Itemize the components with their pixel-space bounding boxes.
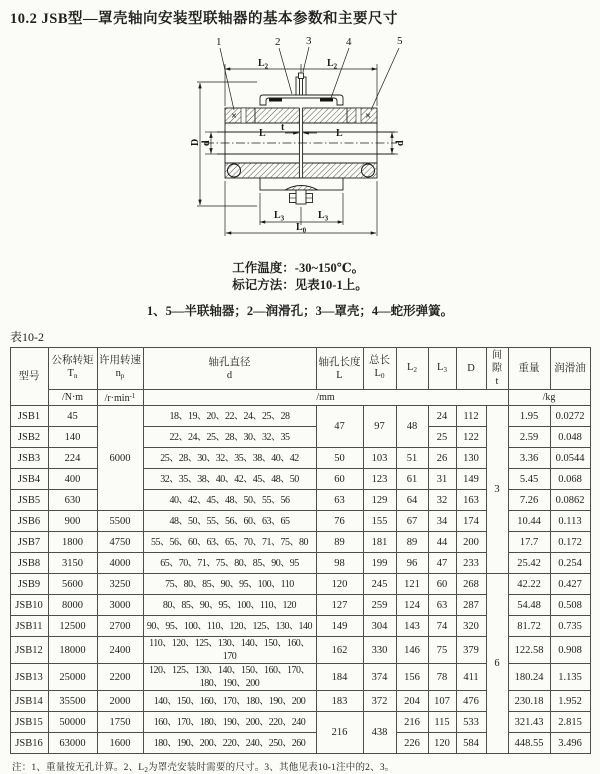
cell-oil: 1.952 [550,691,590,712]
cell-d: 65、70、71、75、80、85、90、95 [143,553,316,574]
cell-model: JSB5 [10,490,48,511]
cell-torque: 5600 [48,574,97,595]
figure-legend: 1、5—半联轴器；2—润滑孔；3—罩壳；4—蛇形弹簧。 [146,304,454,318]
cell-d: 110、120、125、130、140、150、160、170 [143,637,316,664]
cell-oil: 0.172 [550,532,590,553]
callout-1: 1 [216,36,222,48]
figure-notes [0,260,600,294]
coupling-drawing [135,30,465,260]
cell-speed: 2200 [97,664,143,691]
cell-oil: 1.135 [550,664,590,691]
cell-d: 25、28、30、32、35、38、40、42 [143,448,316,469]
cell-model: JSB2 [10,427,48,448]
cell-L2: 124 [396,595,428,616]
cell-L3: 26 [428,448,456,469]
header-model: 型号 [10,348,48,406]
cell-L2: 143 [396,616,428,637]
parameters-table [10,347,591,754]
cell-L2: 146 [396,637,428,664]
unit-torque: /N·m [48,390,97,406]
cell-d: 90、95、100、110、120、125、130、140 [143,616,316,637]
cell-torque: 630 [48,490,97,511]
dim-label-d-left: d [201,140,212,146]
cell-L3: 120 [428,733,456,754]
unit-speed: $/r\cdot\min^{-1}$ [97,390,143,406]
cell-weight: 42.22 [508,574,550,595]
cell-oil: 0.908 [550,637,590,664]
cell-model: JSB11 [10,616,48,637]
cell-model: JSB7 [10,532,48,553]
table-row [10,574,590,595]
cell-speed: 2400 [97,637,143,664]
cell-L: 98 [316,553,363,574]
page-title: 10.2 JSB型—罩壳轴向安装型联轴器的基本参数和主要尺寸 [10,11,398,27]
cell-t: 6 [486,574,508,754]
cell-torque: 18000 [48,637,97,664]
cell-L0: 372 [363,691,396,712]
dim-label-d-right: d [395,140,406,146]
cell-model: JSB16 [10,733,48,754]
cell-oil: 2.815 [550,712,590,733]
cell-model: JSB10 [10,595,48,616]
cell-weight: 230.18 [508,691,550,712]
cell-model: JSB9 [10,574,48,595]
cell-d: 18、19、20、22、24、25、28 [143,406,316,427]
dim-label-l0: $L_0$ [296,222,307,235]
dim-label-D: D [190,138,201,146]
cell-L2: 204 [396,691,428,712]
cell-L3: 32 [428,490,456,511]
cell-weight: 321.43 [508,712,550,733]
cell-L0: 155 [363,511,396,532]
dim-label-t: t [281,122,285,133]
header-bore-diameter: 轴孔直径 d [143,348,316,390]
cell-L3: 78 [428,664,456,691]
cell-L2: 64 [396,490,428,511]
cell-D: 379 [456,637,486,664]
marking-method: 标记方法：见表10-1上。 [232,278,368,292]
cell-D: 149 [456,469,486,490]
dim-label-l-right: L [336,128,343,139]
cell-speed: 5500 [97,511,143,532]
header-weight: 重量 [508,348,550,390]
cell-weight: 448.55 [508,733,550,754]
cell-L3: 107 [428,691,456,712]
cell-L: 50 [316,448,363,469]
cell-L: 60 [316,469,363,490]
header-total-length: 总长 $L_0$ [363,348,396,390]
cell-L: 149 [316,616,363,637]
cell-L2: 67 [396,511,428,532]
cell-L: 184 [316,664,363,691]
cell-oil: 0.113 [550,511,590,532]
cell-d: 180、190、200、220、240、250、260 [143,733,316,754]
cell-d: 75、80、85、90、95、100、110 [143,574,316,595]
clamp-bolt [290,190,313,204]
cell-L0: 245 [363,574,396,595]
cell-torque: 400 [48,469,97,490]
cell-weight: 7.26 [508,490,550,511]
cell-D: 268 [456,574,486,595]
cell-torque: 50000 [48,712,97,733]
cell-speed: 6000 [97,406,143,511]
table-label: 表10-2 [10,330,44,344]
cell-weight: 122.58 [508,637,550,664]
header-bore-length: 轴孔长度 L [316,348,363,390]
cell-L3: 47 [428,553,456,574]
cell-oil: 0.0862 [550,490,590,511]
header-gap: 间隙 t [486,348,508,390]
cell-weight: 81.72 [508,616,550,637]
cell-speed: 3250 [97,574,143,595]
dim-label-l3-right: $L_3$ [318,210,329,223]
cell-torque: 25000 [48,664,97,691]
cell-model: JSB12 [10,637,48,664]
callout-2: 2 [275,36,281,48]
header-l3: $L_3$ [428,348,456,390]
cell-speed: 1600 [97,733,143,754]
cell-torque: 35500 [48,691,97,712]
cell-weight: 5.45 [508,469,550,490]
cell-D: 411 [456,664,486,691]
cell-L: 120 [316,574,363,595]
cell-L0: 438 [363,712,396,754]
cell-torque: 224 [48,448,97,469]
header-oil: 润滑油 [550,348,590,390]
cell-L: 47 [316,406,363,448]
cell-oil: 0.427 [550,574,590,595]
cell-D: 163 [456,490,486,511]
cell-L3: 34 [428,511,456,532]
cell-speed: 2700 [97,616,143,637]
cell-weight: 1.95 [508,406,550,427]
cell-L0: 330 [363,637,396,664]
cell-torque: 12500 [48,616,97,637]
cell-L3: 24 [428,406,456,427]
cell-L2: 51 [396,448,428,469]
cell-L3: 75 [428,637,456,664]
unit-mm: /mm [143,390,508,406]
cell-d: 48、50、55、56、60、63、65 [143,511,316,532]
cell-oil: 0.735 [550,616,590,637]
cell-oil: 0.0544 [550,448,590,469]
cell-torque: 3150 [48,553,97,574]
cell-L3: 74 [428,616,456,637]
cell-L: 162 [316,637,363,664]
cell-speed: 4750 [97,532,143,553]
cell-D: 112 [456,406,486,427]
cell-L2: 48 [396,406,428,448]
cell-model: JSB4 [10,469,48,490]
cell-model: JSB8 [10,553,48,574]
seal-strip-left [269,99,282,102]
cell-model: JSB15 [10,712,48,733]
cell-L: 76 [316,511,363,532]
table-body [10,406,590,754]
cell-oil: 0.0272 [550,406,590,427]
cell-d: 160、170、180、190、200、220、240 [143,712,316,733]
grease-fitting [296,73,306,95]
cell-speed: 2000 [97,691,143,712]
cell-L: 127 [316,595,363,616]
dim-label-l-left: L [259,128,266,139]
cell-L3: 63 [428,595,456,616]
cell-torque: 140 [48,427,97,448]
cell-L3: 31 [428,469,456,490]
cell-weight: 17.7 [508,532,550,553]
cell-L3: 60 [428,574,456,595]
cell-weight: 10.44 [508,511,550,532]
cell-L0: 97 [363,406,396,448]
cell-weight: 180.24 [508,664,550,691]
cell-D: 122 [456,427,486,448]
callout-4: 4 [346,36,352,48]
cell-torque: 1800 [48,532,97,553]
cell-L0: 129 [363,490,396,511]
cell-L2: 89 [396,532,428,553]
cell-model: JSB3 [10,448,48,469]
header-speed: 许用转速 $n_p$ [97,348,143,390]
cell-L2: 96 [396,553,428,574]
cell-oil: 3.496 [550,733,590,754]
dim-label-l2-left: $L_2$ [258,58,269,71]
cell-D: 233 [456,553,486,574]
cell-d: 32、35、38、40、42、45、48、50 [143,469,316,490]
unit-kg: /kg [508,390,590,406]
cell-D: 200 [456,532,486,553]
table-row [10,406,590,427]
cell-speed: 3000 [97,595,143,616]
footnote: 注：1、重量按无孔计算。2、$L_2$为罩壳安装时需要的尺寸。3、其他见表10-1注中的2、3。 [12,763,395,774]
cell-model: JSB1 [10,406,48,427]
working-temperature: 工作温度：-30~150℃。 [232,261,365,275]
cell-t: 3 [486,406,508,574]
cell-weight: 54.48 [508,595,550,616]
cell-d: 40、42、45、48、50、55、56 [143,490,316,511]
cell-L3: 115 [428,712,456,733]
cell-d: 22、24、25、28、30、32、35 [143,427,316,448]
callout-leaders [220,47,399,110]
cell-L3: 25 [428,427,456,448]
cell-oil: 0.068 [550,469,590,490]
cell-model: JSB6 [10,511,48,532]
cell-L0: 181 [363,532,396,553]
cell-L: 216 [316,712,363,754]
cell-L: 63 [316,490,363,511]
cell-torque: 8000 [48,595,97,616]
cell-L0: 199 [363,553,396,574]
cell-d: 120、125、130、140、150、160、170、180、190、200 [143,664,316,691]
cell-L3: 44 [428,532,456,553]
seal-strip-right [320,99,333,102]
header-torque: 公称转矩 $T_n$ [48,348,97,390]
dim-label-l3-left: $L_3$ [274,210,285,223]
cell-D: 584 [456,733,486,754]
callout-3: 3 [306,35,312,47]
cell-D: 130 [456,448,486,469]
cell-L2: 226 [396,733,428,754]
cell-d: 140、150、160、170、180、190、200 [143,691,316,712]
cell-L: 89 [316,532,363,553]
cell-L0: 259 [363,595,396,616]
cell-D: 287 [456,595,486,616]
cell-L: 183 [316,691,363,712]
cell-L0: 103 [363,448,396,469]
header-l2: $L_2$ [396,348,428,390]
cell-weight: 2.59 [508,427,550,448]
cell-D: 533 [456,712,486,733]
cell-L0: 374 [363,664,396,691]
cell-D: 174 [456,511,486,532]
cell-D: 320 [456,616,486,637]
cell-speed: 1750 [97,712,143,733]
cell-L0: 123 [363,469,396,490]
cell-torque: 900 [48,511,97,532]
table-header [10,348,590,406]
dim-label-l2-right: $L_2$ [327,58,338,71]
cell-D: 476 [456,691,486,712]
callout-5: 5 [397,35,403,47]
cell-d: 55、56、60、63、65、70、71、75、80 [143,532,316,553]
cell-oil: 0.254 [550,553,590,574]
cell-L2: 61 [396,469,428,490]
cell-L2: 121 [396,574,428,595]
cell-d: 80、85、90、95、100、110、120 [143,595,316,616]
cell-weight: 25.42 [508,553,550,574]
cell-torque: 45 [48,406,97,427]
cell-speed: 4000 [97,553,143,574]
cell-oil: 0.508 [550,595,590,616]
header-D: D [456,348,486,390]
cell-weight: 3.36 [508,448,550,469]
cell-L2: 156 [396,664,428,691]
cell-model: JSB14 [10,691,48,712]
cell-oil: 0.048 [550,427,590,448]
cell-L2: 216 [396,712,428,733]
cell-torque: 63000 [48,733,97,754]
coupling-cross-section [135,30,465,260]
cell-L0: 304 [363,616,396,637]
cell-model: JSB13 [10,664,48,691]
